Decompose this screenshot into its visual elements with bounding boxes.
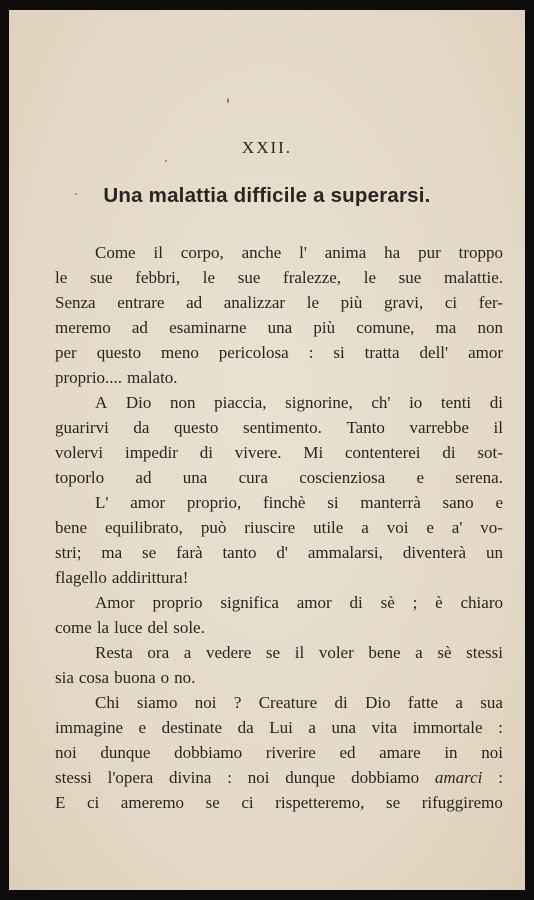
word: noi xyxy=(194,693,217,712)
word: ameremo xyxy=(120,793,185,812)
text-line xyxy=(55,690,503,715)
word: le xyxy=(55,268,68,287)
word: Lui xyxy=(269,718,293,737)
text-line xyxy=(55,290,503,315)
ink-speck xyxy=(165,160,167,162)
word: ch' xyxy=(371,393,391,412)
word: vivere. xyxy=(234,443,282,462)
word: Mi xyxy=(303,443,324,462)
text-line xyxy=(55,790,503,815)
word: più xyxy=(313,318,336,337)
word: se xyxy=(142,543,157,562)
word: una xyxy=(267,318,293,337)
word: Dio xyxy=(365,693,391,712)
word: volervi xyxy=(55,443,104,462)
word: ed xyxy=(339,743,356,762)
word: dell' xyxy=(419,343,449,362)
word: per xyxy=(55,343,77,362)
word: immagine xyxy=(55,718,123,737)
word: ad xyxy=(131,318,148,337)
word: cosa xyxy=(78,668,110,687)
word: addirittura! xyxy=(111,568,189,587)
word: fralezze, xyxy=(283,268,342,287)
word: proprio.... xyxy=(55,368,123,387)
word: amarci xyxy=(434,768,483,787)
word: a xyxy=(415,643,423,662)
word: si xyxy=(327,493,339,512)
word: amor xyxy=(468,343,503,362)
word: pericolosa xyxy=(218,343,289,362)
word: fer- xyxy=(478,293,503,312)
word: piaccia, xyxy=(214,393,267,412)
word: un xyxy=(485,543,503,562)
word: da xyxy=(237,718,254,737)
word: Dio xyxy=(125,393,152,412)
text-line xyxy=(55,740,503,765)
word: luce xyxy=(114,618,143,637)
word: buona xyxy=(114,668,156,687)
word: Chi xyxy=(95,693,120,712)
word: flagello xyxy=(55,568,107,587)
word: anima xyxy=(324,243,367,262)
word: esaminarne xyxy=(169,318,247,337)
word: toporlo xyxy=(55,468,105,487)
word: finchè xyxy=(262,493,306,512)
word: di xyxy=(334,693,348,712)
word: destinate xyxy=(161,718,223,737)
word: stessi xyxy=(55,768,92,787)
word: vedere xyxy=(205,643,252,662)
word: amor xyxy=(296,593,332,612)
word: l'opera xyxy=(107,768,154,787)
word: dunque xyxy=(285,768,336,787)
word: L' xyxy=(95,493,109,512)
book-page xyxy=(9,10,525,890)
text-line xyxy=(55,390,503,415)
word: dobbiamo xyxy=(174,743,243,762)
ink-speck xyxy=(227,98,229,103)
word: Creature xyxy=(258,693,318,712)
word: varrebbe xyxy=(409,418,469,437)
word: ha xyxy=(384,243,401,262)
text-line xyxy=(55,665,503,690)
word: sole. xyxy=(173,618,205,637)
word: entrare xyxy=(117,293,165,312)
word: tratta xyxy=(364,343,400,362)
word: guarirvi xyxy=(55,418,109,437)
word: comune, xyxy=(356,318,415,337)
word: bene xyxy=(368,643,401,662)
word: bene xyxy=(55,518,88,537)
word: sentimento. xyxy=(243,418,322,437)
text-line xyxy=(55,440,503,465)
word: una xyxy=(182,468,208,487)
word: questo xyxy=(96,343,142,362)
word: meno xyxy=(161,343,199,362)
word: ? xyxy=(233,693,242,712)
word: l' xyxy=(299,243,307,262)
word: sue xyxy=(89,268,113,287)
word: ci xyxy=(86,793,100,812)
word: in xyxy=(444,743,458,762)
word: contenterei xyxy=(345,443,421,462)
word: ammalarsi, xyxy=(307,543,383,562)
text-line xyxy=(55,640,503,665)
text-line xyxy=(55,340,503,365)
text-line xyxy=(55,365,503,390)
text-line xyxy=(55,490,503,515)
word: sot- xyxy=(477,443,503,462)
word: e xyxy=(495,493,503,512)
word: le xyxy=(363,268,376,287)
word: rifuggiremo xyxy=(421,793,503,812)
word: : xyxy=(308,343,314,362)
word: ma xyxy=(101,543,123,562)
chapter-title: Una malattia difficile a superarsi. xyxy=(103,184,431,207)
word: a xyxy=(183,643,192,662)
word: febbri, xyxy=(135,268,181,287)
word: di xyxy=(489,393,503,412)
word: o xyxy=(160,668,170,687)
word: dobbiamo xyxy=(351,768,420,787)
word: equilibrato, xyxy=(105,518,183,537)
word: di xyxy=(349,593,363,612)
text-line xyxy=(55,465,503,490)
word: ci xyxy=(444,293,458,312)
word: come xyxy=(55,618,92,637)
word: meremo xyxy=(55,318,111,337)
word: coscienziosa xyxy=(299,468,386,487)
word: analizzar xyxy=(223,293,286,312)
word: voler xyxy=(318,643,354,662)
body-text xyxy=(55,240,503,815)
word: si xyxy=(333,343,345,362)
word: stri; xyxy=(55,543,82,562)
text-line xyxy=(55,590,503,615)
word: vita xyxy=(371,718,398,737)
word: Tanto xyxy=(346,418,385,437)
word: a xyxy=(455,693,463,712)
word: malato. xyxy=(127,368,178,387)
word: troppo xyxy=(458,243,503,262)
word: noi xyxy=(481,743,503,762)
word: Come xyxy=(95,243,136,262)
word: sue xyxy=(398,268,422,287)
word: riuscire xyxy=(244,518,296,537)
word: signorine, xyxy=(285,393,353,412)
text-line xyxy=(55,565,503,590)
word: proprio, xyxy=(186,493,242,512)
text-line xyxy=(55,715,503,740)
word: una xyxy=(331,718,357,737)
word: significa xyxy=(220,593,279,612)
word: sia xyxy=(55,668,74,687)
word: riverire xyxy=(265,743,316,762)
word: stessi xyxy=(466,643,503,662)
word: : xyxy=(498,768,503,787)
word: dunque xyxy=(100,743,151,762)
word: non xyxy=(170,393,196,412)
text-line xyxy=(55,615,503,640)
word: noi xyxy=(55,743,77,762)
word: ma xyxy=(435,318,457,337)
text-line xyxy=(55,540,503,565)
text-line xyxy=(55,515,503,540)
word: di xyxy=(199,443,213,462)
word: da xyxy=(133,418,150,437)
word: cura xyxy=(238,468,268,487)
word: se xyxy=(385,793,401,812)
word: e xyxy=(426,518,434,537)
word: a xyxy=(308,718,316,737)
word: immortale xyxy=(412,718,483,737)
word: manterrà xyxy=(360,493,421,512)
word: sano xyxy=(442,493,474,512)
word: e xyxy=(416,468,424,487)
text-line xyxy=(55,415,503,440)
word: E xyxy=(55,793,66,812)
word: d' xyxy=(276,543,288,562)
word: la xyxy=(96,618,110,637)
word: corpo, xyxy=(180,243,224,262)
word: tanto xyxy=(222,543,257,562)
word: Resta xyxy=(95,643,133,662)
word: diventerà xyxy=(402,543,467,562)
word: ; xyxy=(412,593,418,612)
word: impedir xyxy=(124,443,178,462)
chapter-number: XXII. xyxy=(241,138,293,157)
word: più xyxy=(340,293,363,312)
word: le xyxy=(202,268,216,287)
word: tenti xyxy=(440,393,472,412)
word: pur xyxy=(418,243,441,262)
word: questo xyxy=(174,418,219,437)
word: se xyxy=(205,793,220,812)
word: ora xyxy=(147,643,170,662)
word: proprio xyxy=(152,593,203,612)
word: sue xyxy=(237,268,261,287)
word: sè xyxy=(380,593,395,612)
word: sua xyxy=(480,693,503,712)
word: a xyxy=(361,518,369,537)
word: può xyxy=(200,518,227,537)
word: voi xyxy=(386,518,409,537)
word: chiaro xyxy=(460,593,503,612)
word: Amor xyxy=(95,593,135,612)
word: divina xyxy=(168,768,212,787)
word: Senza xyxy=(55,293,96,312)
word: malattie. xyxy=(443,268,503,287)
word: del xyxy=(147,618,169,637)
word: ad xyxy=(135,468,152,487)
word: farà xyxy=(176,543,203,562)
word: siamo xyxy=(136,693,178,712)
word: anche xyxy=(241,243,282,262)
word: ad xyxy=(186,293,203,312)
word: a' xyxy=(451,518,463,537)
word: di xyxy=(442,443,456,462)
word: serena. xyxy=(455,468,503,487)
word: gravi, xyxy=(384,293,424,312)
text-line xyxy=(55,240,503,265)
word: il xyxy=(493,418,503,437)
word: vo- xyxy=(480,518,503,537)
word: non xyxy=(477,318,503,337)
word: e xyxy=(138,718,147,737)
word: sè xyxy=(437,643,452,662)
text-line xyxy=(55,265,503,290)
word: io xyxy=(409,393,423,412)
word: no. xyxy=(174,668,196,687)
word: ci xyxy=(241,793,254,812)
word: il xyxy=(294,643,305,662)
word: A xyxy=(95,393,108,412)
word: amor xyxy=(130,493,166,512)
word: è xyxy=(435,593,443,612)
text-line xyxy=(55,765,503,790)
text-line xyxy=(55,315,503,340)
word: utile xyxy=(313,518,344,537)
word: le xyxy=(306,293,320,312)
word: noi xyxy=(247,768,270,787)
word: : xyxy=(227,768,232,787)
word: amare xyxy=(379,743,421,762)
word: rispetteremo, xyxy=(275,793,365,812)
word: se xyxy=(265,643,281,662)
word: fatte xyxy=(407,693,439,712)
word: : xyxy=(498,718,503,737)
word: il xyxy=(153,243,163,262)
